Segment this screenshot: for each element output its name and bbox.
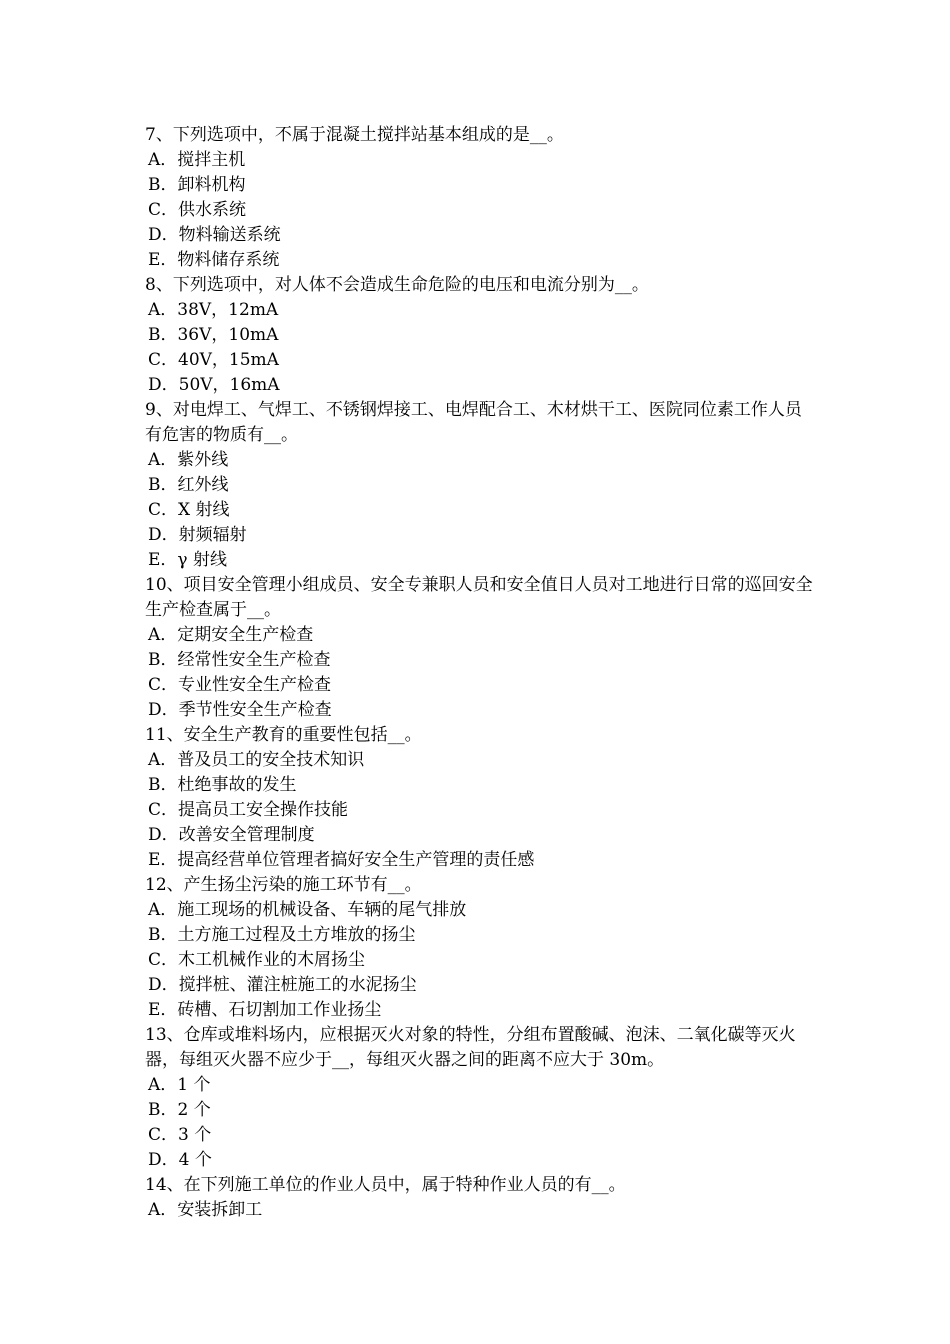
option-e: E．提高经营单位管理者搞好安全生产管理的责任感 (148, 850, 535, 870)
option-a: A．普及员工的安全技术知识 (148, 750, 365, 770)
question-10 (145, 573, 815, 723)
question-text: 10、项目安全管理小组成员、安全专兼职人员和安全值日人员对工地进行日常的巡回安全生产检查属于__。 (145, 575, 813, 620)
option-d: D．射频辐射 (148, 525, 247, 545)
question-text: 7、下列选项中，不属于混凝土搅拌站基本组成的是__。 (145, 125, 564, 145)
option-d: D．改善安全管理制度 (148, 825, 315, 845)
option-e: E．砖槽、石切割加工作业扬尘 (148, 1000, 382, 1020)
option-b: B．杜绝事故的发生 (148, 775, 297, 795)
question-text: 11、安全生产教育的重要性包括__。 (145, 725, 422, 745)
option-a: A．38V，12mA (148, 300, 279, 320)
option-d: D．搅拌桩、灌注桩施工的水泥扬尘 (148, 975, 417, 995)
question-11 (145, 723, 815, 873)
option-a: A．安装拆卸工 (148, 1200, 263, 1220)
option-b: B．土方施工过程及土方堆放的扬尘 (148, 925, 416, 945)
question-text: 12、产生扬尘污染的施工环节有__。 (145, 875, 422, 895)
option-c: C．X 射线 (148, 500, 230, 520)
question-14 (145, 1173, 815, 1223)
question-12 (145, 873, 815, 1023)
option-a: A．定期安全生产检查 (148, 625, 314, 645)
option-e: E．γ 射线 (148, 550, 227, 570)
option-b: B．红外线 (148, 475, 229, 495)
question-8 (145, 273, 815, 398)
option-c: C．提高员工安全操作技能 (148, 800, 349, 820)
option-a: A．搅拌主机 (148, 150, 246, 170)
question-text: 13、仓库或堆料场内，应根据灭火对象的特性，分组布置酸碱、泡沫、二氧化碳等灭火器，每组灭火器不应少于__，每组灭火器之间的距离不应大于 30m。 (145, 1025, 796, 1070)
question-text: 14、在下列施工单位的作业人员中，属于特种作业人员的有__。 (145, 1175, 626, 1195)
option-d: D．季节性安全生产检查 (148, 700, 332, 720)
option-b: B．2 个 (148, 1100, 211, 1120)
option-c: C．3 个 (148, 1125, 212, 1145)
option-d: D．4 个 (148, 1150, 212, 1170)
question-9 (145, 398, 815, 573)
option-b: B．36V，10mA (148, 325, 279, 345)
question-13 (145, 1023, 815, 1173)
option-a: A．紫外线 (148, 450, 229, 470)
option-c: C．40V，15mA (148, 350, 279, 370)
option-d: D．物料输送系统 (148, 225, 281, 245)
question-list (145, 123, 815, 1223)
option-a: A．1 个 (148, 1075, 211, 1095)
option-b: B．卸料机构 (148, 175, 246, 195)
question-text: 8、下列选项中，对人体不会造成生命危险的电压和电流分别为__。 (145, 275, 649, 295)
question-text: 9、对电焊工、气焊工、不锈钢焊接工、电焊配合工、木材烘干工、医院同位素工作人员有危害的物质有__。 (145, 400, 802, 445)
option-d: D．50V，16mA (148, 375, 280, 395)
option-c: C．木工机械作业的木屑扬尘 (148, 950, 366, 970)
option-c: C．专业性安全生产检查 (148, 675, 332, 695)
question-7 (145, 123, 815, 273)
option-e: E．物料储存系统 (148, 250, 280, 270)
option-b: B．经常性安全生产检查 (148, 650, 331, 670)
option-a: A．施工现场的机械设备、车辆的尾气排放 (148, 900, 467, 920)
option-c: C．供水系统 (148, 200, 247, 220)
